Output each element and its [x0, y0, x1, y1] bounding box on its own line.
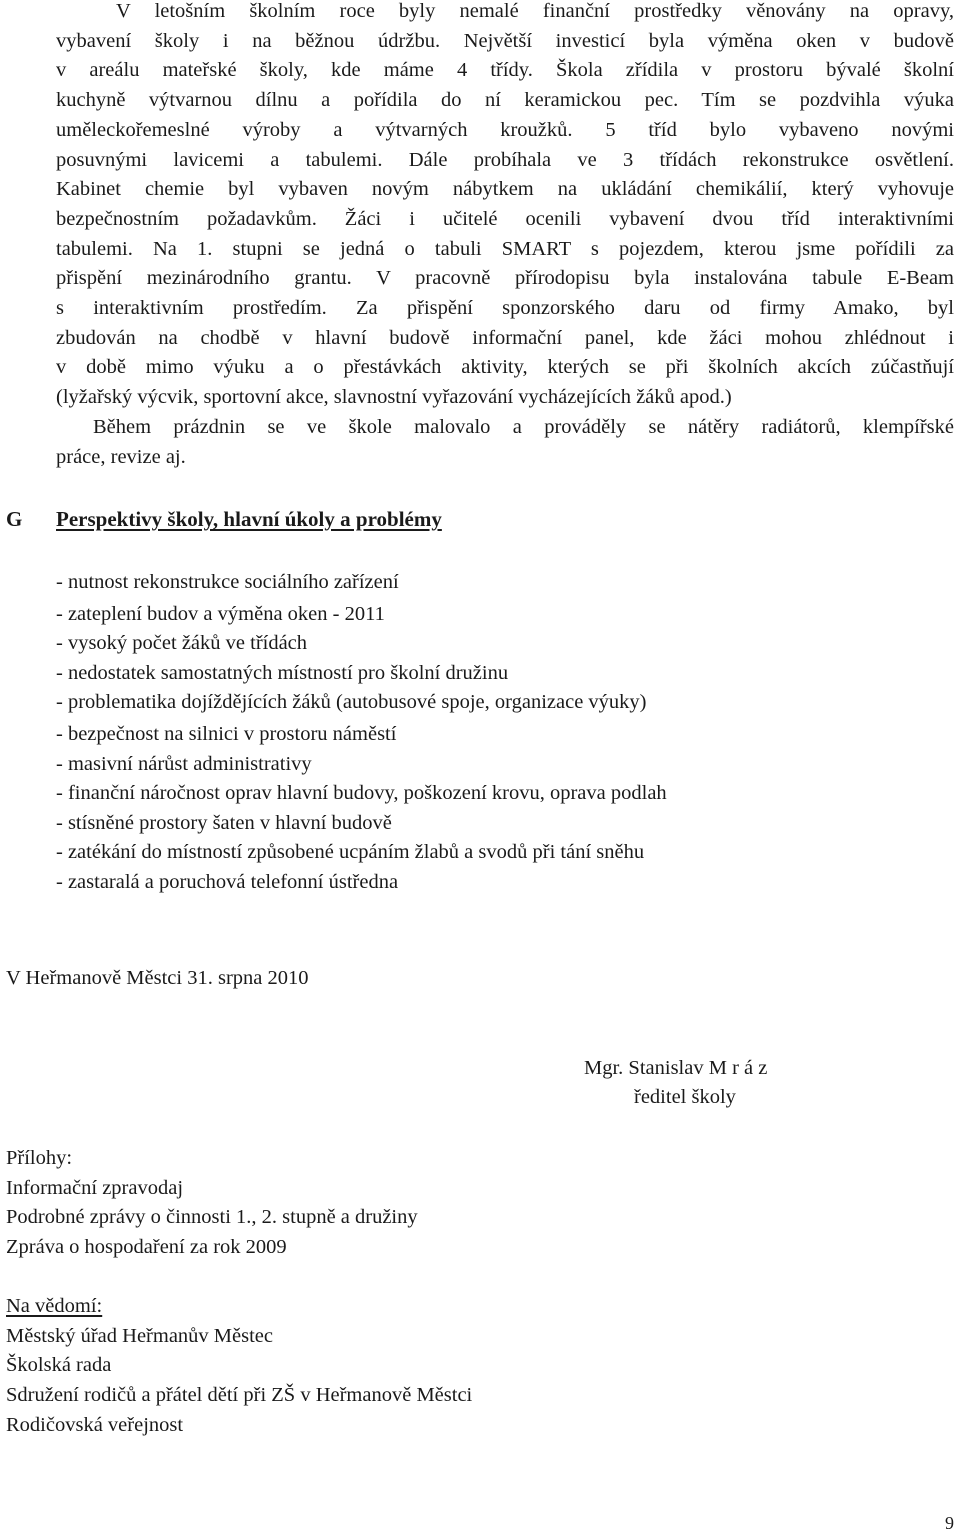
- paragraph-line: v době mimo výuku a o přestávkách aktivity, kterých se při školních akcích zúčastňují: [56, 356, 954, 379]
- paragraph-line: posuvnými lavicemi a tabulemi. Dále probíhala ve 3 třídách rekonstrukce osvětlení.: [56, 148, 954, 171]
- attachment-item: Zpráva o hospodaření za rok 2009: [6, 1236, 287, 1258]
- page-number: 9: [945, 1513, 954, 1533]
- list-item: - vysoký počet žáků ve třídách: [56, 632, 308, 655]
- problems-list: [56, 568, 667, 898]
- paragraph-line: Během prázdnin se ve škole malovalo a prováděly se nátěry radiátorů, klempířské: [93, 416, 954, 438]
- list-item: - stísněné prostory šaten v hlavní budově: [56, 811, 392, 834]
- signature-name: Mgr. Stanislav M r á z: [584, 1057, 768, 1079]
- list-item: - nedostatek samostatných místností pro školní družinu: [56, 661, 509, 684]
- list-item: - zateplení budov a výměna oken - 2011: [56, 602, 385, 625]
- paragraph-holidays: [56, 413, 954, 472]
- paragraph-line: bezpečnostním požadavkům. Žáci i učitelé ocenili vybavení dvou tříd interaktivními: [56, 207, 954, 230]
- list-item: - problematika dojíždějících žáků (autobusové spoje, organizace výuky): [56, 691, 647, 714]
- list-item: - masivní nárůst administrativy: [56, 752, 312, 775]
- list-item: - bezpečnost na silnici v prostoru náměstí: [56, 722, 397, 745]
- attachments-heading: Přílohy:: [6, 1147, 73, 1169]
- distribution-item: Rodičovská veřejnost: [6, 1414, 184, 1436]
- place-date: V Heřmanově Městci 31. srpna 2010: [6, 967, 309, 989]
- attachment-item: Podrobné zprávy o činnosti 1., 2. stupně a družiny: [6, 1206, 418, 1228]
- paragraph-line: V letošním školním roce byly nemalé finanční prostředky věnovány na opravy,: [116, 0, 954, 22]
- distribution-item: Městský úřad Heřmanův Městec: [6, 1325, 274, 1347]
- distribution-item: Školská rada: [6, 1354, 112, 1376]
- distribution-item: Sdružení rodičů a přátel dětí při ZŠ v Heřmanově Městci: [6, 1384, 473, 1406]
- list-item: - finanční náročnost oprav hlavní budovy, poškození krovu, oprava podlah: [56, 782, 667, 805]
- attachment-item: Informační zpravodaj: [6, 1177, 184, 1199]
- paragraph-line: zbudován na chodbě v hlavní budově informační panel, kde žáci mohou zhlédnout i: [56, 326, 954, 349]
- paragraph-line: vybavení školy i na běžnou údržbu. Největší investicí byla výměna oken v budově: [56, 29, 954, 52]
- list-item: - nutnost rekonstrukce sociálního zařízení: [56, 571, 399, 593]
- distribution-heading: Na vědomí:: [6, 1295, 103, 1317]
- paragraph-line: s interaktivním prostředím. Za přispění sponzorského daru od firmy Amako, byl: [56, 297, 954, 320]
- paragraph-line: v areálu mateřské školy, kde máme 4 třídy. Škola zřídila v prostoru bývalé školní: [56, 59, 954, 82]
- paragraph-line: kuchyně výtvarnou dílnu a pořídila do ní keramickou pec. Tím se pozdvihla výuka: [56, 89, 954, 112]
- paragraph-line: Kabinet chemie byl vybaven novým nábytkem na ukládání chemikálií, který vyhovuje: [56, 178, 954, 201]
- paragraph-investments: [56, 0, 954, 413]
- list-item: - zastaralá a poruchová telefonní ústředna: [56, 870, 399, 893]
- paragraph-line: uměleckořemeslné výroby a výtvarných kroužků. 5 tříd bylo vybaveno novými: [56, 118, 954, 141]
- signature-role: ředitel školy: [634, 1086, 736, 1108]
- paragraph-line: (lyžařský výcvik, sportovní akce, slavnostní vyřazování vycházejících žáků apod.): [56, 386, 732, 409]
- list-item: - zatékání do místností způsobené ucpáním žlabů a svodů při tání sněhu: [56, 841, 645, 864]
- paragraph-line: práce, revize aj.: [56, 445, 186, 468]
- section-letter: G: [6, 507, 23, 531]
- paragraph-line: tabulemi. Na 1. stupni se jedná o tabuli SMART s pojezdem, kterou jsme pořídili za: [56, 237, 954, 260]
- section-title: Perspektivy školy, hlavní úkoly a problémy: [56, 507, 442, 531]
- paragraph-line: přispění mezinárodního grantu. V pracovně přírodopisu byla instalována tabule E-Beam: [56, 267, 954, 290]
